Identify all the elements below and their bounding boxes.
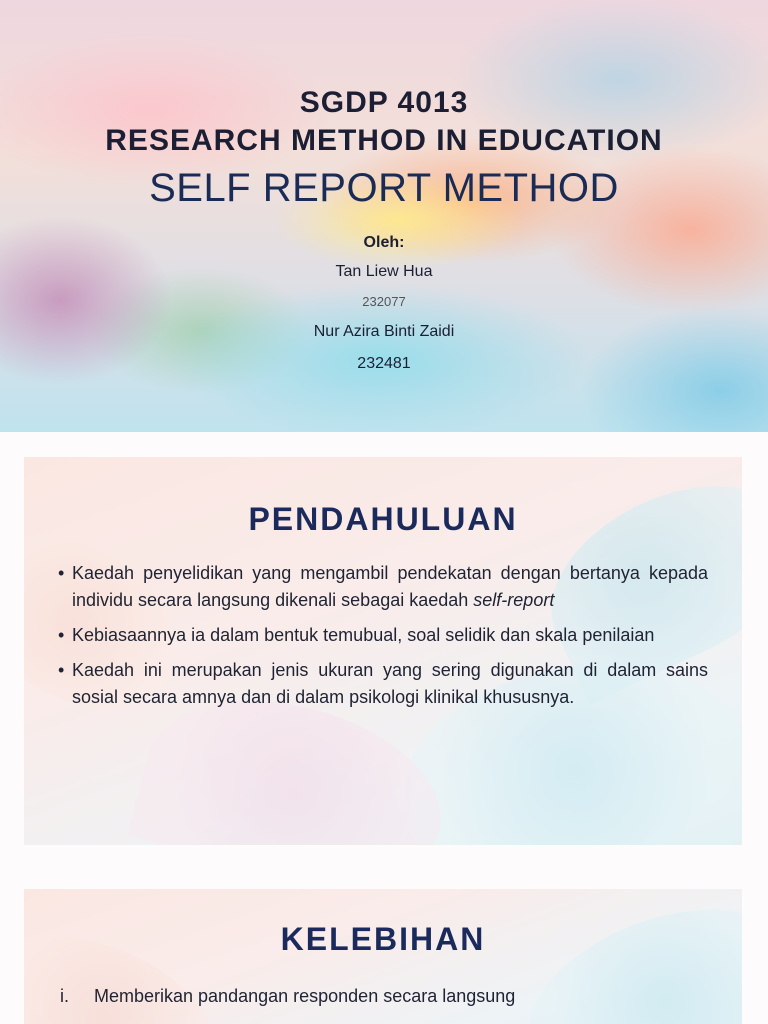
bullet-emphasis: self-report — [473, 590, 555, 610]
list-item — [60, 983, 720, 1010]
presentation-title: SELF REPORT METHOD — [149, 166, 619, 210]
section-heading: KELEBIHAN — [280, 921, 486, 957]
bullet-item — [58, 560, 708, 614]
bullet-text: Kaedah ini merupakan jenis ukuran yang sering digunakan di dalam sains sosial secara amnya dan di dalam psikologi klinikal khususnya. — [72, 660, 708, 707]
course-name: RESEARCH METHOD IN EDUCATION — [105, 124, 663, 157]
advantages-slide — [24, 889, 742, 1024]
introduction-slide — [24, 457, 742, 845]
numbered-list — [60, 983, 720, 1010]
author1-name: Tan Liew Hua — [335, 263, 433, 280]
list-text: Memberikan pandangan responden secara langsung — [94, 986, 516, 1006]
author2-name: Nur Azira Binti Zaidi — [313, 323, 455, 340]
course-code: SGDP 4013 — [299, 86, 469, 119]
bullet-list — [58, 560, 708, 719]
bullet-text: Kebiasaannya ia dalam bentuk temubual, soal selidik dan skala penilaian — [72, 625, 655, 645]
bullet-text: Kaedah penyelidikan yang mengambil pendekatan dengan bertanya kepada individu secara langsung dikenali sebagai kaedah — [72, 563, 708, 610]
bullet-item — [58, 622, 708, 649]
by-label: Oleh: — [363, 234, 405, 251]
author2-id: 232481 — [357, 355, 411, 372]
list-number: i. — [60, 986, 69, 1006]
section-heading: PENDAHULUAN — [248, 501, 518, 537]
title-slide — [0, 0, 768, 432]
author1-id: 232077 — [362, 294, 406, 309]
bullet-item — [58, 657, 708, 711]
